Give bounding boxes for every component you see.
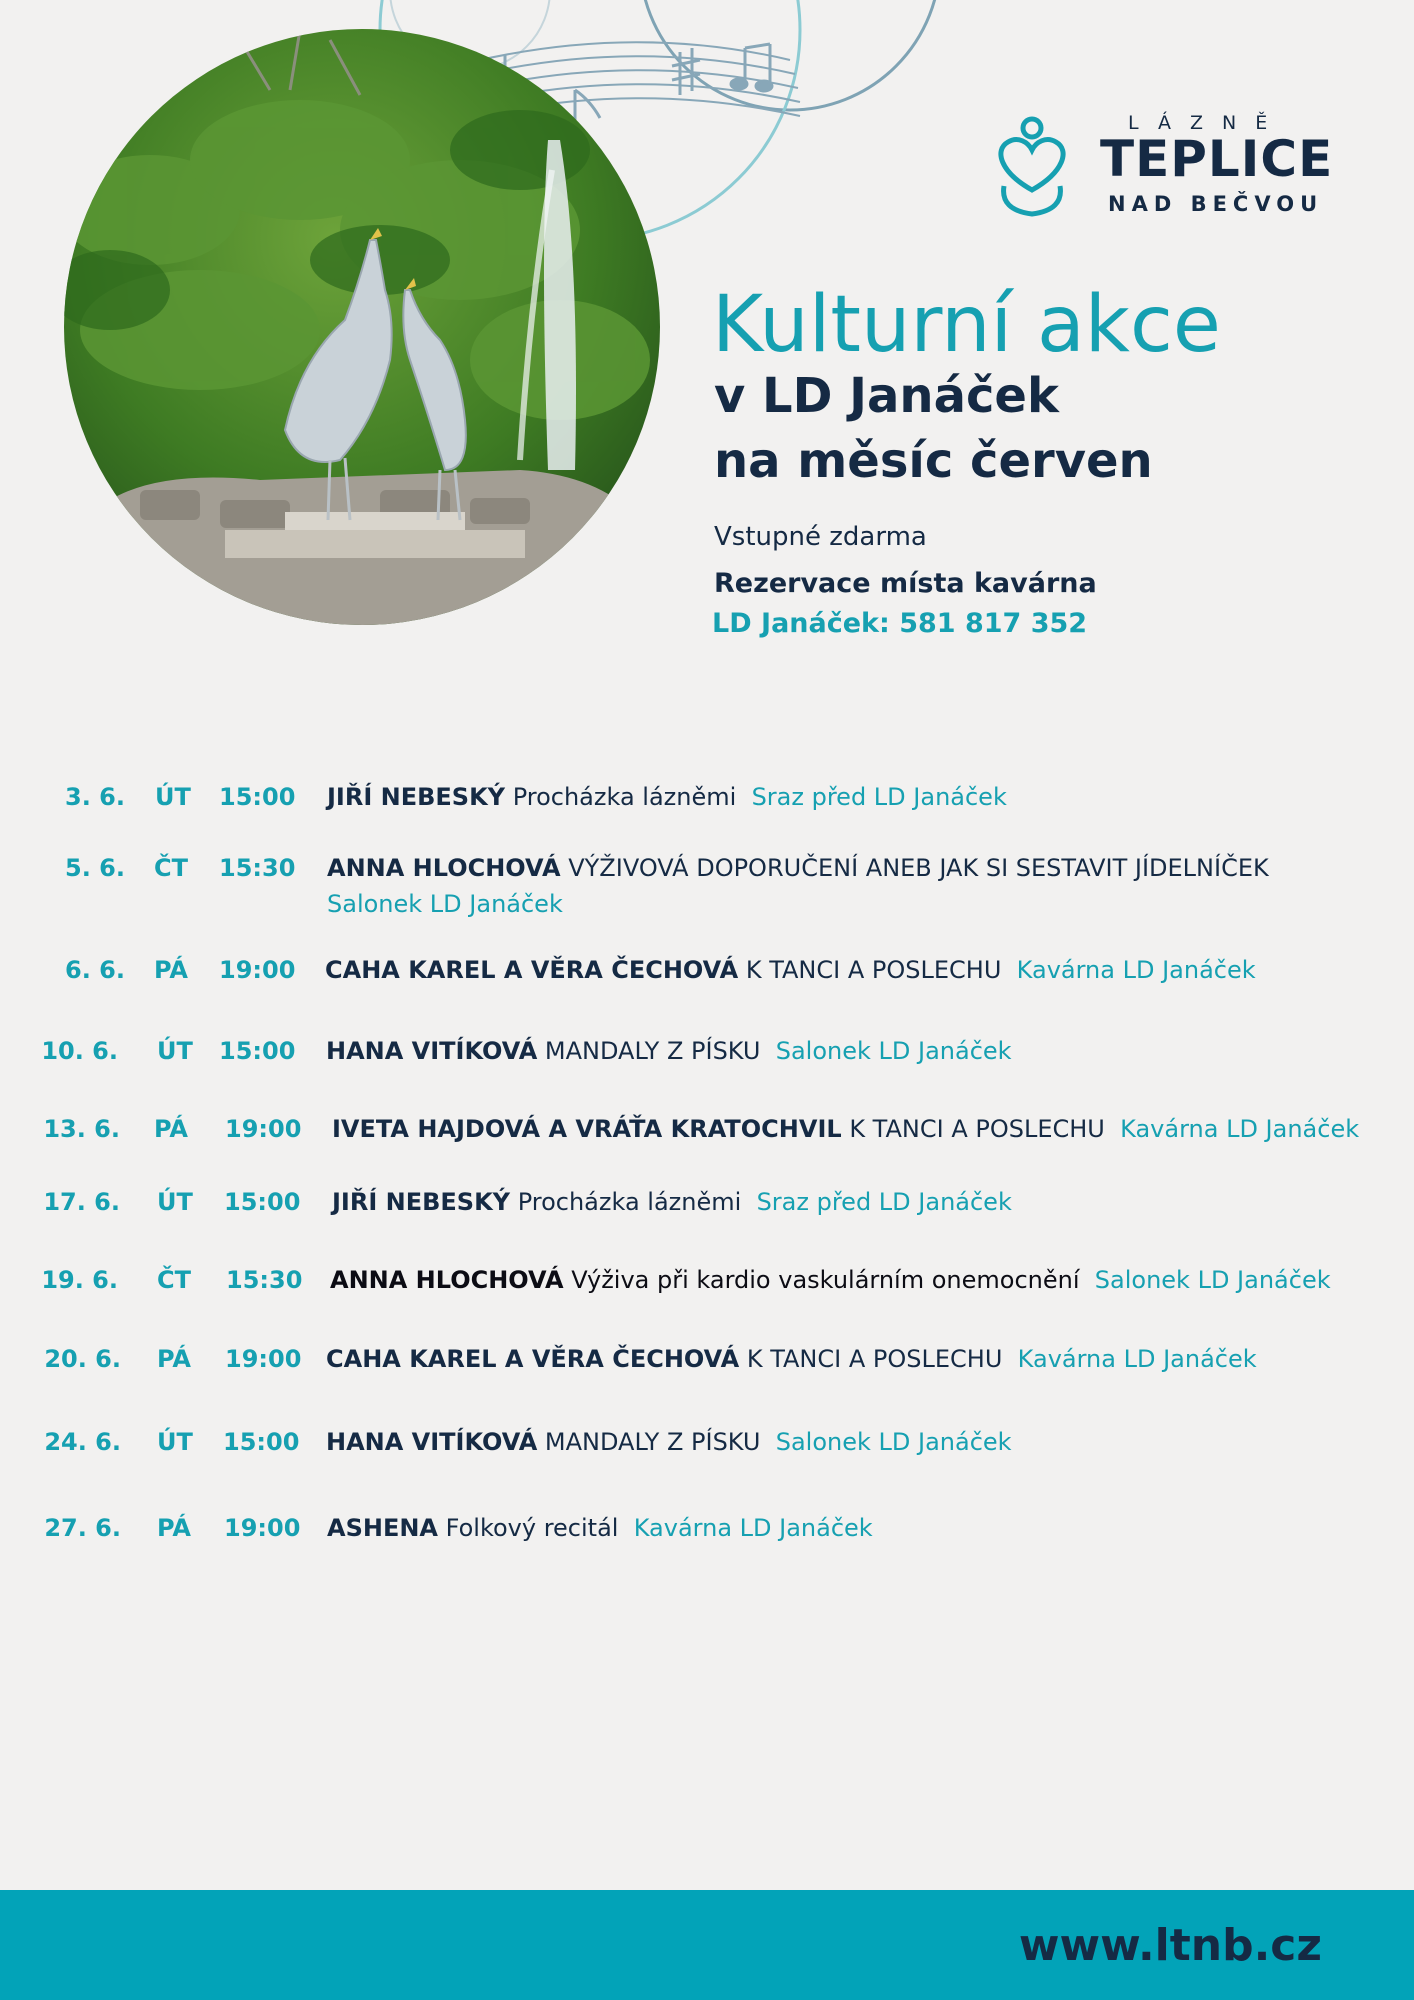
event-performer: CAHA KAREL A VĚRA ČECHOVÁ xyxy=(325,956,739,984)
event-performer: ASHENA xyxy=(327,1514,438,1542)
event-place: Salonek LD Janáček xyxy=(327,890,563,918)
event-performer: ANNA HLOCHOVÁ xyxy=(327,854,561,882)
event-day: ÚT xyxy=(157,1428,193,1456)
page-subtitle-line1: v LD Janáček xyxy=(714,368,1059,424)
event-place: Sraz před LD Janáček xyxy=(756,1188,1012,1216)
event-time: 15:00 xyxy=(224,1188,301,1216)
event-day: ČT xyxy=(157,1266,191,1294)
event-day: ÚT xyxy=(157,1188,193,1216)
event-description xyxy=(330,1266,1331,1294)
event-date: 6. 6. xyxy=(65,956,125,984)
event-performer: HANA VITÍKOVÁ xyxy=(326,1037,538,1065)
event-time: 15:30 xyxy=(226,1266,303,1294)
event-day: ÚT xyxy=(157,1037,193,1065)
logo-lazne-text: LÁZNĚ xyxy=(1128,112,1287,134)
event-description xyxy=(325,956,1256,984)
event-date: 19. 6. xyxy=(41,1266,118,1294)
photo-heron-fountain xyxy=(50,25,670,640)
event-activity: K TANCI A POSLECHU xyxy=(745,956,1002,984)
event-day: PÁ xyxy=(154,956,188,984)
website-link[interactable]: www.ltnb.cz xyxy=(1018,1920,1322,1971)
page-title: Kulturní akce xyxy=(712,280,1221,370)
footer-bar xyxy=(0,1890,1414,2000)
entry-info: Vstupné zdarma xyxy=(714,522,927,552)
event-place: Salonek LD Janáček xyxy=(775,1037,1012,1065)
event-performer: ANNA HLOCHOVÁ xyxy=(330,1266,564,1294)
event-date: 27. 6. xyxy=(44,1514,121,1542)
event-place: Kavárna LD Janáček xyxy=(1120,1115,1360,1143)
reservation-info: Rezervace místa kavárna xyxy=(714,568,1097,599)
event-day: PÁ xyxy=(157,1514,191,1542)
page-subtitle-line2: na měsíc červen xyxy=(714,433,1153,489)
event-description xyxy=(326,1345,1257,1373)
event-time: 15:30 xyxy=(219,854,296,882)
event-place: Salonek LD Janáček xyxy=(775,1428,1012,1456)
event-activity: MANDALY Z PÍSKU xyxy=(544,1428,761,1456)
event-place: Kavárna LD Janáček xyxy=(1017,1345,1257,1373)
event-date: 20. 6. xyxy=(44,1345,121,1373)
event-activity: Výživa při kardio vaskulárním onemocnění xyxy=(571,1266,1080,1294)
event-description xyxy=(327,783,1007,811)
event-description xyxy=(327,1514,873,1542)
event-activity: MANDALY Z PÍSKU xyxy=(544,1037,761,1065)
logo-nad-becvou-text: NAD BEČVOU xyxy=(1108,192,1324,216)
logo-teplice-text: TEPLICE xyxy=(1100,130,1334,188)
event-activity: K TANCI A POSLECHU xyxy=(746,1345,1003,1373)
event-date: 13. 6. xyxy=(43,1115,120,1143)
event-place: Kavárna LD Janáček xyxy=(1016,956,1256,984)
reservation-phone: LD Janáček: 581 817 352 xyxy=(712,608,1088,639)
event-performer: IVETA HAJDOVÁ A VRÁŤA KRATOCHVIL xyxy=(332,1115,842,1143)
event-date: 3. 6. xyxy=(65,783,125,811)
event-activity: K TANCI A POSLECHU xyxy=(849,1115,1105,1143)
event-time: 19:00 xyxy=(225,1345,302,1373)
event-date: 17. 6. xyxy=(43,1188,120,1216)
event-performer: JIŘÍ NEBESKÝ xyxy=(327,783,506,811)
event-activity: Procházka lázněmi xyxy=(517,1188,742,1216)
event-description xyxy=(326,1037,1012,1065)
event-day: ČT xyxy=(154,854,188,882)
event-description xyxy=(326,1428,1012,1456)
event-description xyxy=(327,854,1269,882)
event-time: 19:00 xyxy=(224,1514,301,1542)
event-time: 15:00 xyxy=(219,1037,296,1065)
event-day: PÁ xyxy=(154,1115,188,1143)
event-time: 15:00 xyxy=(223,1428,300,1456)
event-description xyxy=(332,1115,1359,1143)
event-day: PÁ xyxy=(157,1345,191,1373)
event-performer: HANA VITÍKOVÁ xyxy=(326,1428,538,1456)
event-date: 10. 6. xyxy=(41,1037,118,1065)
event-time: 15:00 xyxy=(219,783,296,811)
event-day: ÚT xyxy=(155,783,191,811)
event-date: 5. 6. xyxy=(65,854,125,882)
event-time: 19:00 xyxy=(225,1115,302,1143)
event-time: 19:00 xyxy=(219,956,296,984)
event-place: Sraz před LD Janáček xyxy=(751,783,1007,811)
event-activity: VÝŽIVOVÁ DOPORUČENÍ ANEB JAK SI SESTAVIT JÍDELNÍČEK xyxy=(568,854,1269,882)
event-place: Kavárna LD Janáček xyxy=(633,1514,873,1542)
heart-person-logo-icon xyxy=(990,110,1070,220)
event-activity: Folkový recitál xyxy=(445,1514,619,1542)
event-activity: Procházka lázněmi xyxy=(512,783,737,811)
event-place: Salonek LD Janáček xyxy=(1094,1266,1331,1294)
event-description xyxy=(332,1188,1012,1216)
event-performer: CAHA KAREL A VĚRA ČECHOVÁ xyxy=(326,1345,740,1373)
event-date: 24. 6. xyxy=(44,1428,121,1456)
event-performer: JIŘÍ NEBESKÝ xyxy=(332,1188,511,1216)
